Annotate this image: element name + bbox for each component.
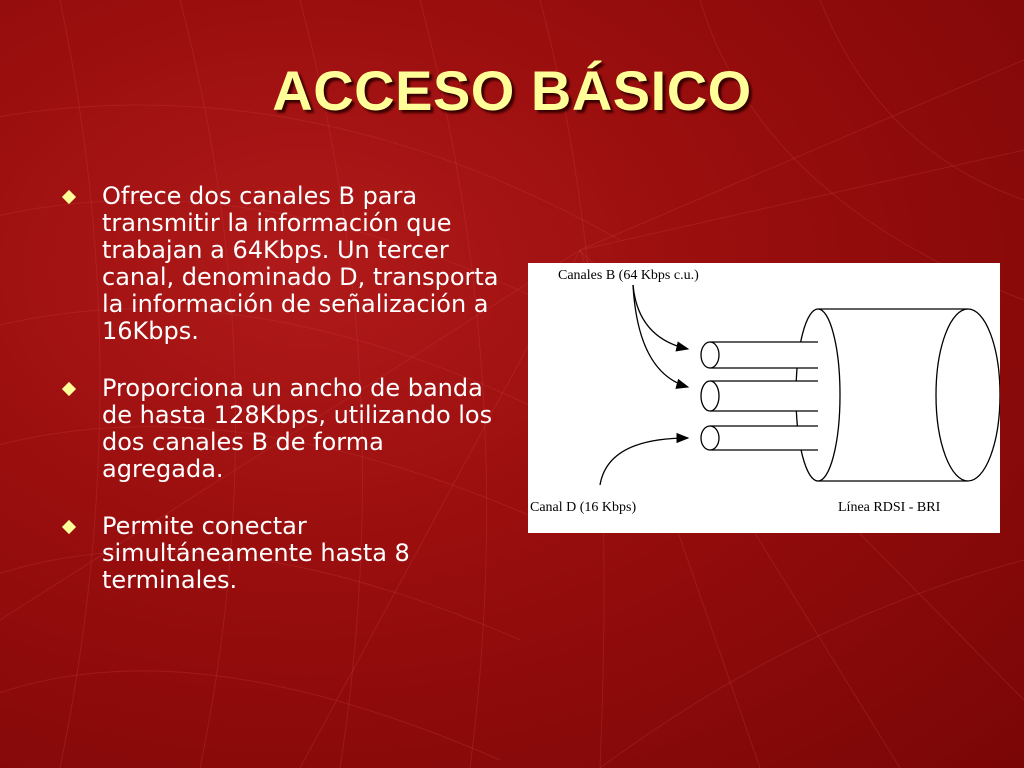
diamond-bullet-icon [62, 382, 76, 396]
label-b-channels: Canales B (64 Kbps c.u.) [558, 268, 699, 283]
bullet-item [60, 375, 510, 483]
channel-wire-b2 [701, 381, 818, 411]
bullet-list [60, 183, 510, 624]
isdn-bri-diagram [528, 263, 1000, 533]
label-d-channel: Canal D (16 Kbps) [530, 500, 637, 515]
diamond-bullet-icon [62, 190, 76, 204]
bullet-text: Ofrece dos canales B para transmitir la información que trabajan a 64Kbps. Un tercer canal, denominado D, transporta la información de señalización a 16Kbps. [102, 182, 499, 345]
pointer-arrows [600, 285, 688, 485]
channel-wire-b1 [701, 342, 818, 368]
channel-wire-d [701, 426, 818, 450]
cable-diagram-svg [528, 263, 1000, 533]
bullet-text: Permite conectar simultáneamente hasta 8 terminales. [102, 512, 410, 594]
slide-title: ACCESO BÁSICO [272, 59, 752, 122]
diamond-bullet-icon [62, 520, 76, 534]
bullet-text: Proporciona un ancho de banda de hasta 128Kbps, utilizando los dos canales B de forma agregada. [102, 374, 493, 483]
bullet-item [60, 183, 510, 345]
cable-body [796, 309, 1000, 481]
label-line: Línea RDSI - BRI [838, 500, 941, 515]
bullet-item [60, 513, 510, 594]
